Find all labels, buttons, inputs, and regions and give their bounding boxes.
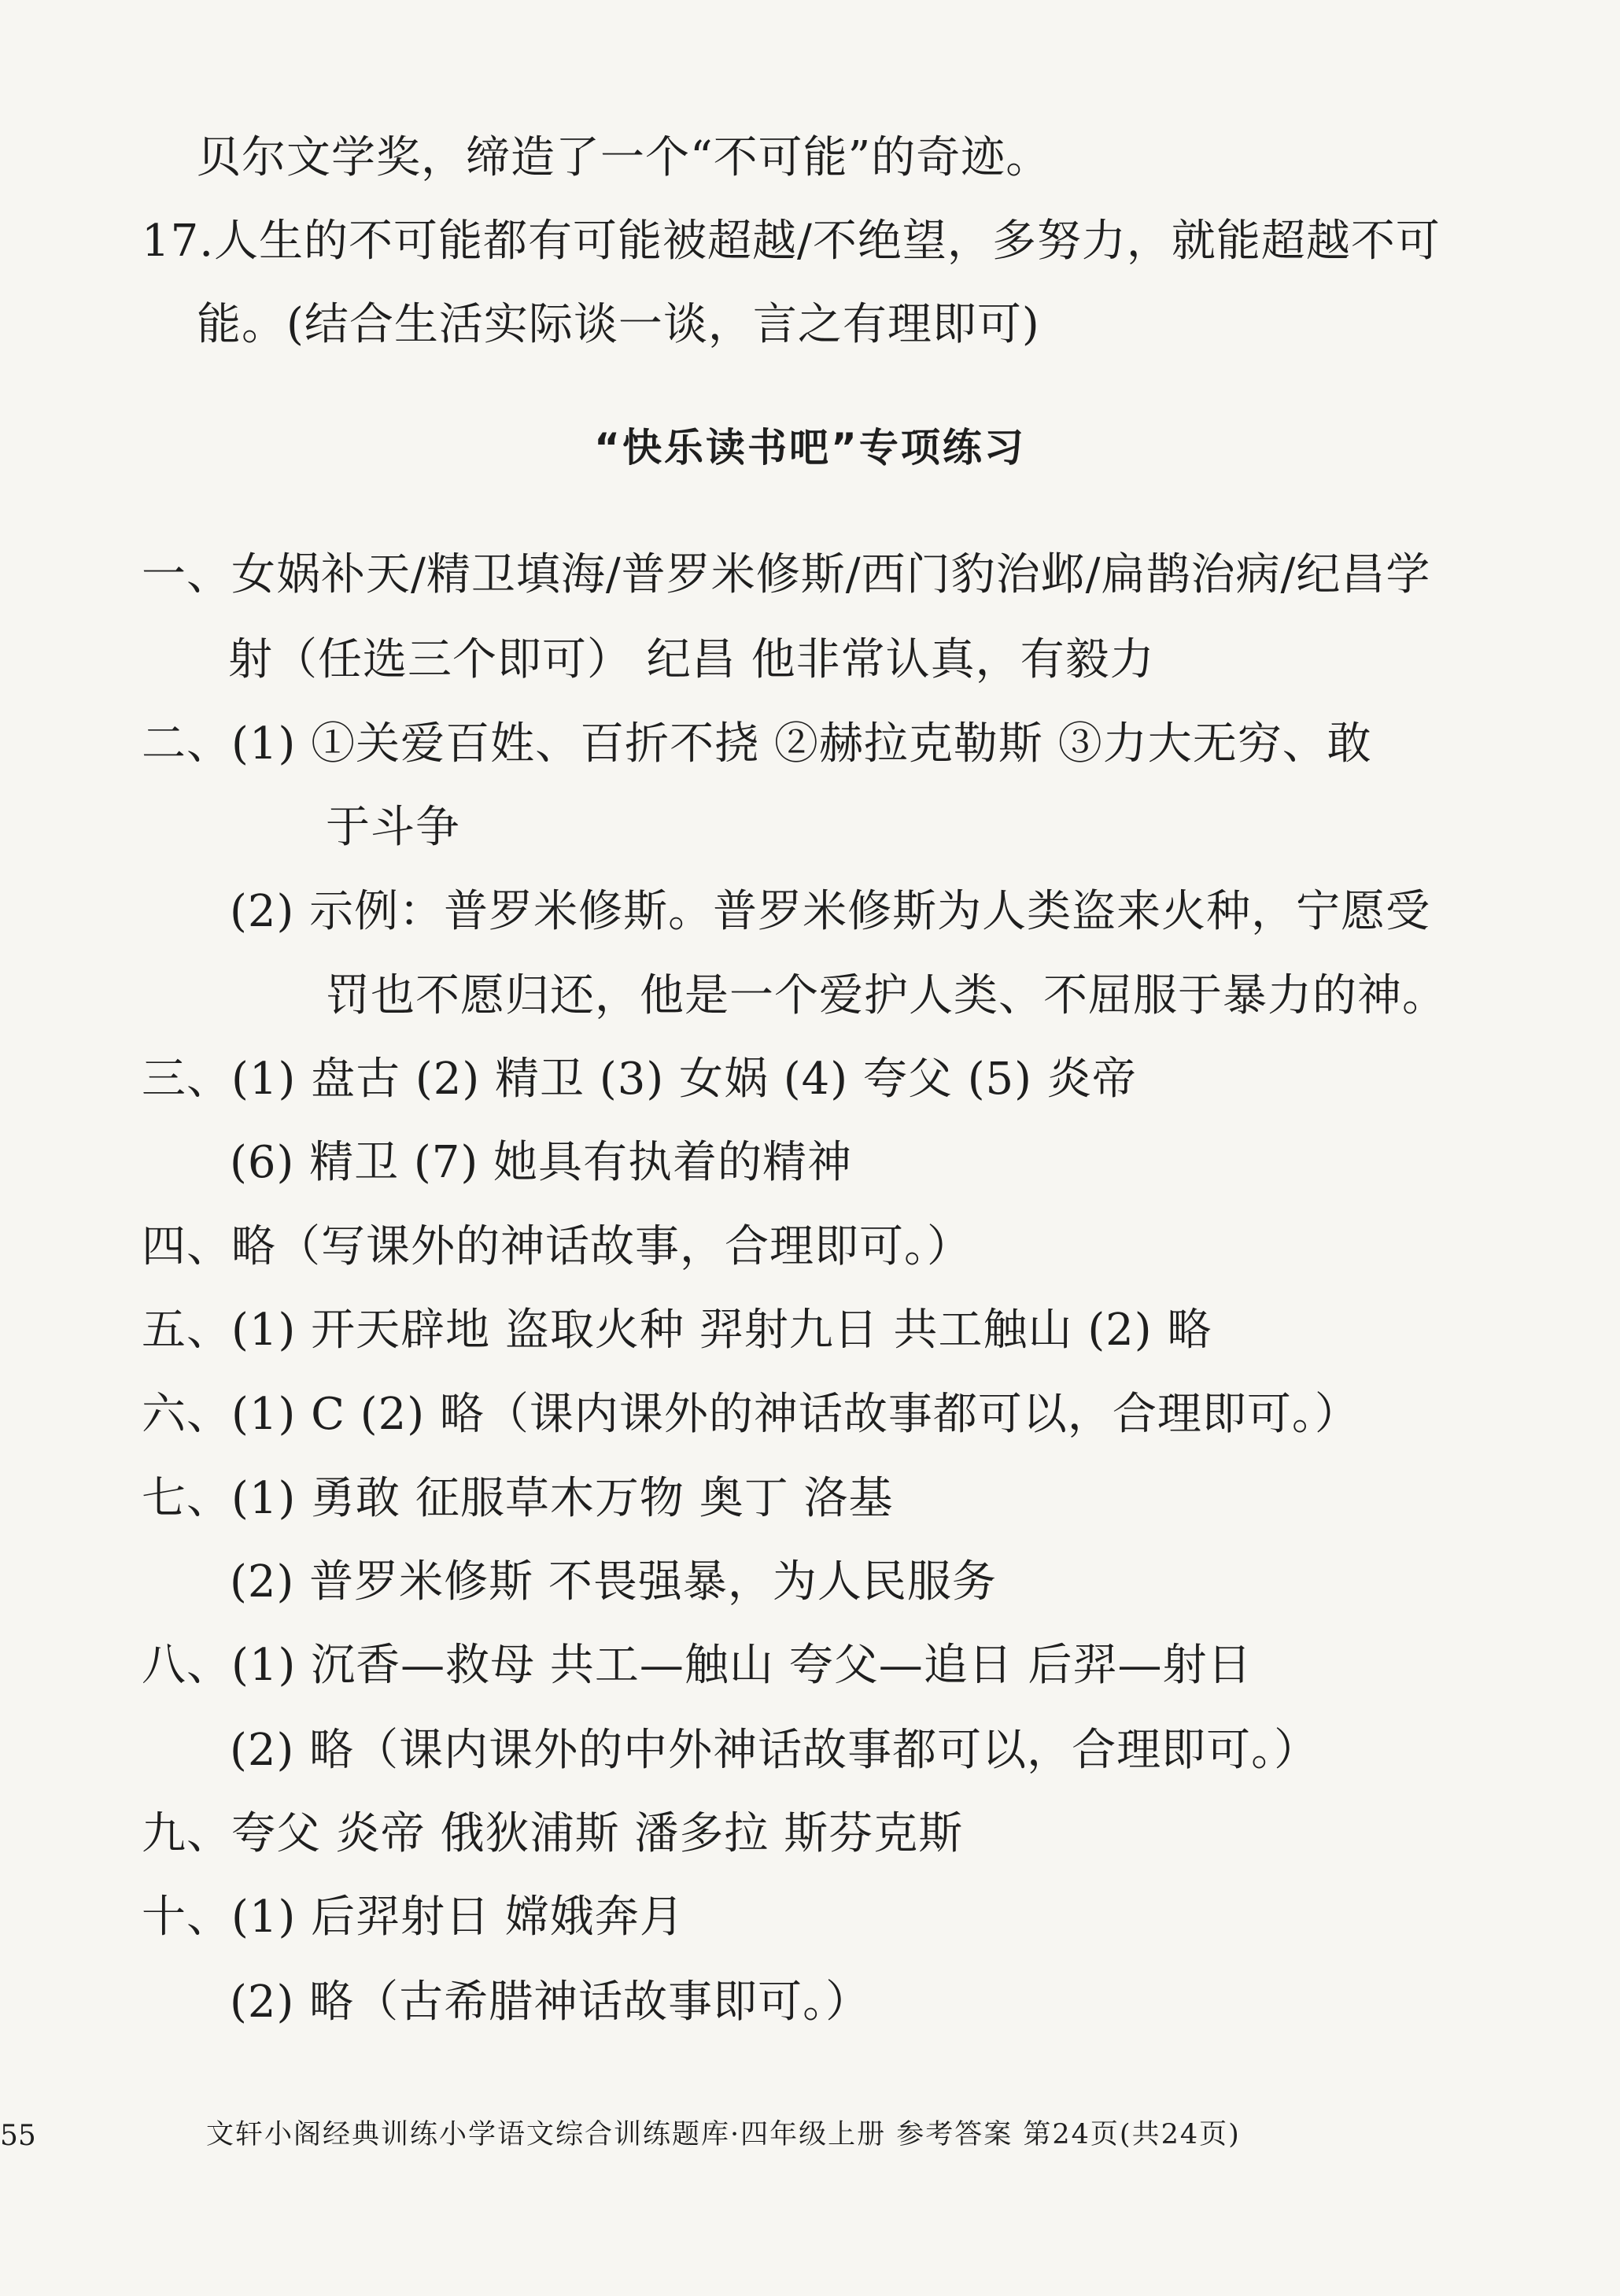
answer-line: 射（任选三个即可） 纪昌 他非常认真，有毅力	[228, 634, 1155, 685]
answer-line: 三、(1) 盘古 (2) 精卫 (3) 女娲 (4) 夸父 (5) 炎帝	[142, 1054, 1137, 1105]
text-line: 17.人生的不可能都有可能被超越/不绝望，多努力，就能超越不可	[142, 216, 1441, 267]
answer-line: 八、(1) 沉香—救母 共工—触山 夸父—追日 后羿—射日	[142, 1640, 1253, 1691]
text-line: 能。(结合生活实际谈一谈，言之有理即可)	[197, 299, 1040, 350]
answer-line: 二、(1) ①关爱百姓、百折不挠 ②赫拉克勒斯 ③力大无穷、敢	[142, 718, 1372, 770]
answer-line: 一、女娲补天/精卫填海/普罗米修斯/西门豹治邺/扁鹊治病/纪昌学	[142, 549, 1431, 600]
answer-line: 四、略（写课外的神话故事，合理即可。）	[142, 1221, 972, 1272]
page-footer: 文轩小阁经典训练小学语文综合训练题库·四年级上册 参考答案 第24页(共24页)	[206, 2119, 1241, 2150]
answer-line: 七、(1) 勇敢 征服草木万物 奥丁 洛基	[142, 1473, 894, 1524]
answer-line: 九、夸父 炎帝 俄狄浦斯 潘多拉 斯芬克斯	[142, 1808, 964, 1859]
text-line: 贝尔文学奖，缔造了一个“不可能”的奇迹。	[197, 132, 1051, 183]
answer-line: (2) 略（古希腊神话故事即可。）	[230, 1977, 871, 2028]
answer-line: (6) 精卫 (7) 她具有执着的精神	[230, 1137, 853, 1188]
page-number: 55	[0, 2120, 36, 2152]
answer-line: 十、(1) 后羿射日 嫦娥奔月	[142, 1892, 685, 1943]
answer-line: 六、(1) C (2) 略（课内课外的神话故事都可以，合理即可。）	[142, 1389, 1360, 1440]
section-title: “快乐读书吧”专项练习	[594, 425, 1026, 471]
answer-line: 五、(1) 开天辟地 盗取火种 羿射九日 共工触山 (2) 略	[142, 1305, 1212, 1356]
answer-line: (2) 示例：普罗米修斯。普罗米修斯为人类盗来火种，宁愿受	[230, 886, 1431, 937]
answer-line: 罚也不愿归还，他是一个爱护人类、不屈服于暴力的神。	[326, 970, 1447, 1021]
answer-line: (2) 略（课内课外的中外神话故事都可以，合理即可。）	[230, 1725, 1319, 1776]
answer-line: 于斗争	[326, 802, 460, 853]
answer-line: (2) 普罗米修斯 不畏强暴，为人民服务	[230, 1556, 997, 1608]
